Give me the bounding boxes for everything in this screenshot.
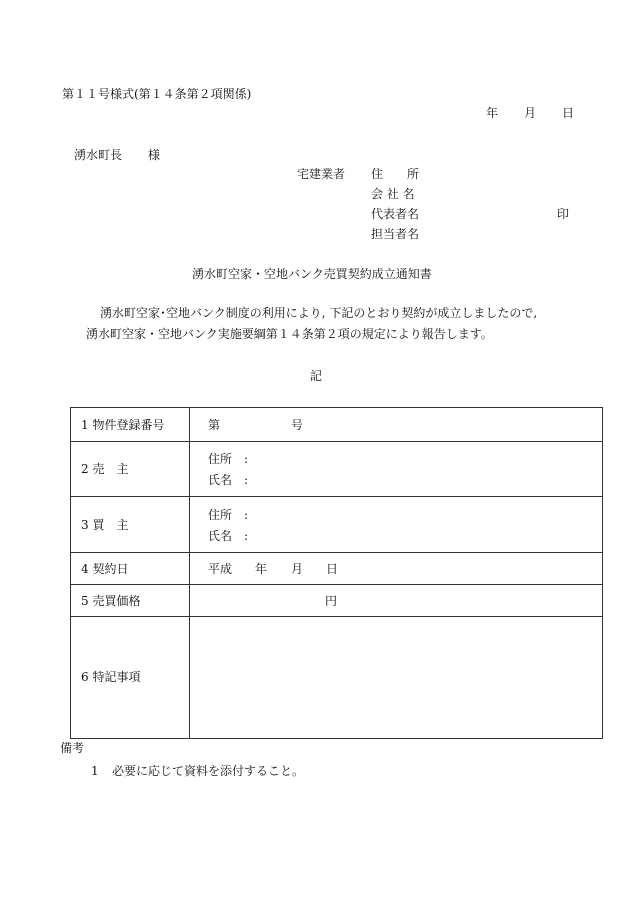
- body-line-2: 湧水町空家・空地バンク実施要綱第１４条第２項の規定により報告します。: [86, 327, 493, 341]
- addressee-honorific: 様: [148, 148, 161, 162]
- property-number-prefix: 第: [208, 418, 221, 432]
- row-label: 2 売 主: [81, 462, 129, 476]
- note-item-number: 1: [91, 764, 99, 778]
- contract-day-label: 日: [326, 562, 339, 576]
- price-unit: 円: [325, 594, 338, 608]
- report-table: [70, 407, 603, 739]
- date-year-label: 年: [486, 106, 499, 120]
- table-row-property-number: [71, 408, 602, 442]
- contract-era: 平成: [208, 562, 233, 576]
- sender-representative-label: 代表者名: [371, 207, 420, 221]
- buyer-name-label: 氏名 :: [208, 529, 249, 543]
- row-label: 6 特記事項: [81, 670, 141, 684]
- addressee-name: 湧水町長: [74, 148, 123, 162]
- sender-role: 宅建業者: [297, 167, 346, 181]
- contract-month-label: 月: [291, 562, 304, 576]
- form-number: 第１１号様式(第１４条第２項関係): [62, 87, 252, 101]
- contract-year-label: 年: [255, 562, 268, 576]
- seller-address-label: 住所 :: [208, 452, 249, 466]
- table-row-seller: [71, 442, 602, 497]
- sender-address-label: 住 所: [371, 167, 420, 181]
- row-label: 4 契約日: [81, 562, 129, 576]
- date-day-label: 日: [562, 106, 575, 120]
- table-row-price: [71, 585, 602, 617]
- document-title: 湧水町空家・空地バンク売買契約成立通知書: [192, 267, 432, 281]
- row-label: 3 買 主: [81, 518, 129, 532]
- table-row-buyer: [71, 497, 602, 553]
- buyer-address-label: 住所 :: [208, 508, 249, 522]
- property-number-suffix: 号: [291, 418, 304, 432]
- date-month-label: 月: [524, 106, 537, 120]
- sender-company-label: 会 社 名: [371, 187, 415, 201]
- note-item-text: 必要に応じて資料を添付すること。: [112, 764, 305, 778]
- table-row-special-notes: [71, 617, 602, 738]
- table-row-contract-date: [71, 553, 602, 585]
- seller-name-label: 氏名 :: [208, 473, 249, 487]
- seal-mark: 印: [557, 207, 570, 221]
- sender-contact-label: 担当者名: [371, 227, 420, 241]
- row-label: 1 物件登録番号: [81, 418, 165, 432]
- notes-heading: 備考: [60, 741, 85, 755]
- body-line-1: 湧水町空家･空地バンク制度の利用により, 下記のとおり契約が成立しましたので,: [100, 306, 538, 320]
- ki-mark: 記: [310, 369, 323, 383]
- row-label: 5 売買価格: [81, 594, 141, 608]
